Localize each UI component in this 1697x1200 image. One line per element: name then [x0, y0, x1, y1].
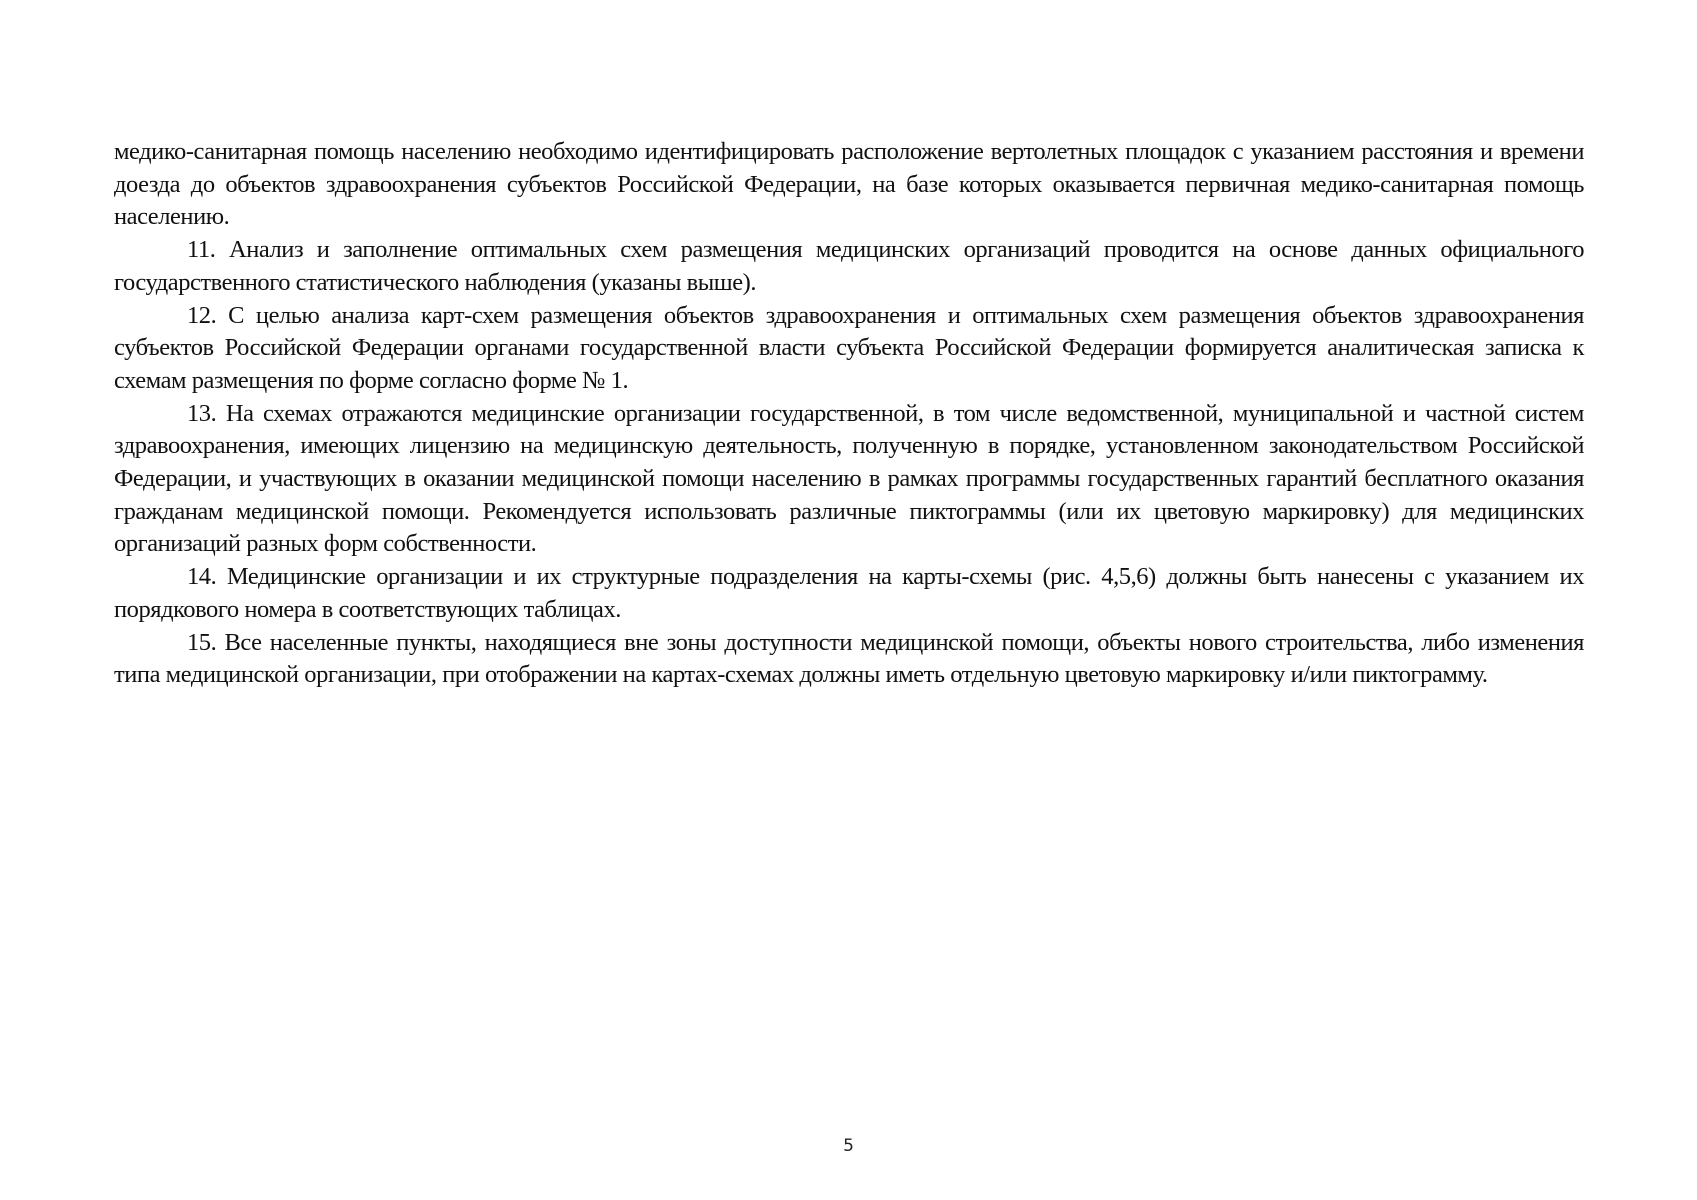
body-text: [114, 136, 1584, 692]
paragraph-12: 12. С целью анализа карт-схем размещения объектов здравоохранения и оптимальных схем размещения объектов здравоохранения субъектов Российской Федерации органами государственной власти субъекта Российской Федерации формируется аналитическая записка к схемам размещения по форме согласно форме № 1.: [114, 301, 1584, 394]
paragraph-13: 13. На схемах отражаются медицинские организации государственной, в том числе ведомственной, муниципальной и частной систем здравоохранения, имеющих лицензию на медицинскую деятельность, полученную в порядке, установленном законодательством Российской Федерации, и участвующих в оказании медицинской помощи населению в рамках программы государственных гарантий бесплатного оказания гражданам медицинской помощи. Рекомендуется использовать различные пиктограммы (или их цветовую маркировку) для медицинских организаций разных форм собственности.: [114, 399, 1584, 558]
page-number: 5: [843, 1136, 854, 1156]
paragraph-15: 15. Все населенные пункты, находящиеся вне зоны доступности медицинской помощи, объекты нового строительства, либо изменения типа медицинской организации, при отображении на картах-схемах должны иметь отдельную цветовую маркировку и/или пиктограмму.: [114, 628, 1584, 689]
paragraph-11: 11. Анализ и заполнение оптимальных схем размещения медицинских организаций проводится на основе данных официального государственного статистического наблюдения (указаны выше).: [114, 236, 1584, 296]
paragraph-continued: медико-санитарная помощь населению необходимо идентифицировать расположение вертолетных площадок с указанием расстояния и времени доезда до объектов здравоохранения субъектов Российской Федерации, на базе которых оказывается первичная медико-санитарная помощь населению.: [114, 138, 1584, 231]
paragraph-14: 14. Медицинские организации и их структурные подразделения на карты-схемы (рис. 4,5,6) должны быть нанесены с указанием их порядкового номера в соответствующих таблицах.: [114, 563, 1584, 623]
